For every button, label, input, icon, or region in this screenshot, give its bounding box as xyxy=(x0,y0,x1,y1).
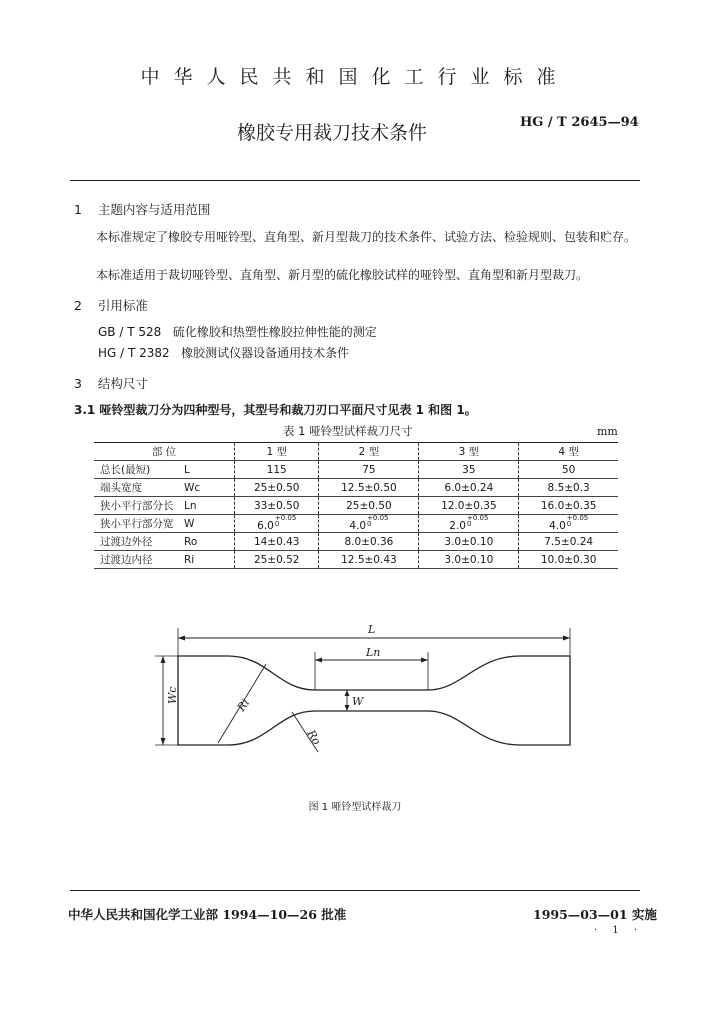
arrowhead xyxy=(345,705,350,711)
reference-code: HG / T 2382 xyxy=(98,346,170,360)
table-header-cell: 3 型 xyxy=(419,443,519,461)
table-caption: 表 1 哑铃型试样裁刀尺寸 xyxy=(283,424,413,438)
part-name: 狭小平行部分宽 xyxy=(94,515,180,533)
value-cell: 8.0±0.36 xyxy=(319,533,419,551)
table-header-cell: 部 位 xyxy=(94,443,235,461)
table-row xyxy=(94,515,618,533)
reference-name: 硫化橡胶和热塑性橡胶拉伸性能的测定 xyxy=(172,325,377,339)
arrowhead xyxy=(563,636,570,641)
reference-code: GB / T 528 xyxy=(98,325,162,339)
tolerance xyxy=(275,515,296,527)
reference-name: 橡胶测试仪器设备通用技术条件 xyxy=(181,346,350,360)
section-1-heading xyxy=(74,200,210,218)
value-cell xyxy=(519,515,618,533)
label-L: L xyxy=(368,623,376,636)
part-name: 总长(最短) xyxy=(94,461,180,479)
table-header-cell: 1 型 xyxy=(235,443,319,461)
part-name: 端头宽度 xyxy=(94,479,180,497)
cutter-outline xyxy=(178,656,570,745)
figure-caption: 图 1 哑铃型试样裁刀 xyxy=(308,802,402,813)
value-cell: 33±0.50 xyxy=(235,497,319,515)
part-symbol: Ro xyxy=(180,533,235,551)
section-2-heading xyxy=(74,296,148,314)
label-Ro: Ro xyxy=(304,727,324,748)
label-Ri: Ri xyxy=(234,696,253,714)
part-symbol: Wc xyxy=(180,479,235,497)
reference-item xyxy=(98,323,377,340)
part-symbol: Ln xyxy=(180,497,235,515)
dumbbell-cutter-figure xyxy=(150,615,580,755)
table-row xyxy=(94,461,618,479)
part-name: 过渡边外径 xyxy=(94,533,180,551)
part-symbol: W xyxy=(180,515,235,533)
tolerance xyxy=(367,515,388,527)
table-row xyxy=(94,497,618,515)
value-cell xyxy=(235,515,319,533)
approval-date: 中华人民共和国化学工业部 1994—10—26 批准 xyxy=(68,907,347,922)
arrowhead xyxy=(345,690,350,696)
table-row xyxy=(94,479,618,497)
value-cell: 3.0±0.10 xyxy=(419,533,519,551)
standard-code: HG / T 2645—94 xyxy=(520,115,639,130)
paragraph-scope: 本标准规定了橡胶专用哑铃型、直角型、新月型裁刀的技术条件、试验方法、检验规则、包装和贮存。 xyxy=(96,230,637,244)
section-number: 2 xyxy=(74,298,82,313)
footer-divider xyxy=(70,890,640,891)
tolerance-upper: +0.05 xyxy=(466,514,489,522)
value-cell: 25±0.50 xyxy=(235,479,319,497)
table-header-row xyxy=(94,443,618,461)
page-number: · 1 · xyxy=(594,925,644,936)
arrowhead xyxy=(161,656,166,663)
standard-header: 中华人民共和国化工行业标准 xyxy=(140,66,570,88)
value-cell: 12.5±0.50 xyxy=(319,479,419,497)
table-header-cell: 2 型 xyxy=(319,443,419,461)
dimension-table xyxy=(94,442,618,569)
arrowhead xyxy=(421,658,428,663)
value-cell: 14±0.43 xyxy=(235,533,319,551)
value-cell xyxy=(319,515,419,533)
part-name: 过渡边内径 xyxy=(94,551,180,569)
value-cell: 12.5±0.43 xyxy=(319,551,419,569)
table-row xyxy=(94,533,618,551)
section-title: 引用标准 xyxy=(97,298,148,313)
base-value: 2.0 xyxy=(449,520,466,532)
table-header-cell: 4 型 xyxy=(519,443,618,461)
value-cell: 12.0±0.35 xyxy=(419,497,519,515)
base-value: 4.0 xyxy=(549,520,566,532)
table-row xyxy=(94,551,618,569)
value-cell: 35 xyxy=(419,461,519,479)
label-W: W xyxy=(352,695,364,708)
paragraph-3-1: 3.1 哑铃型裁刀分为四种型号，其型号和裁刀刃口平面尺寸见表 1 和图 1。 xyxy=(74,403,477,417)
header-divider xyxy=(70,180,640,181)
value-cell: 7.5±0.24 xyxy=(519,533,618,551)
section-title: 主题内容与适用范围 xyxy=(97,202,211,217)
implementation-date: 1995—03—01 实施 xyxy=(533,907,657,922)
value-cell: 6.0±0.24 xyxy=(419,479,519,497)
tolerance xyxy=(567,515,588,527)
arrowhead xyxy=(161,738,166,745)
value-cell: 10.0±0.30 xyxy=(519,551,618,569)
table-unit: mm xyxy=(597,425,618,438)
label-Ln: Ln xyxy=(366,646,381,659)
document-title: 橡胶专用裁刀技术条件 xyxy=(237,122,428,144)
tolerance-lower: 0 xyxy=(466,520,472,528)
value-cell: 3.0±0.10 xyxy=(419,551,519,569)
base-value: 6.0 xyxy=(257,520,274,532)
value-cell: 25±0.52 xyxy=(235,551,319,569)
value-cell xyxy=(419,515,519,533)
section-title: 结构尺寸 xyxy=(97,376,148,391)
reference-item xyxy=(98,344,349,361)
arrowhead xyxy=(178,636,185,641)
part-name: 狭小平行部分长 xyxy=(94,497,180,515)
tolerance-upper: +0.05 xyxy=(274,514,297,522)
tolerance-lower: 0 xyxy=(274,520,280,528)
section-3-heading xyxy=(74,374,148,392)
value-cell: 8.5±0.3 xyxy=(519,479,618,497)
value-cell: 16.0±0.35 xyxy=(519,497,618,515)
label-Wc: Wc xyxy=(166,686,179,704)
value-cell: 75 xyxy=(319,461,419,479)
section-number: 3 xyxy=(74,376,82,391)
tolerance-lower: 0 xyxy=(566,520,572,528)
value-cell: 50 xyxy=(519,461,618,479)
tolerance-lower: 0 xyxy=(367,520,372,528)
part-symbol: L xyxy=(180,461,235,479)
value-cell: 25±0.50 xyxy=(319,497,419,515)
arrowhead xyxy=(315,658,322,663)
value-cell: 115 xyxy=(235,461,319,479)
section-number: 1 xyxy=(74,202,82,217)
paragraph-applicability: 本标准适用于裁切哑铃型、直角型、新月型的硫化橡胶试样的哑铃型、直角型和新月型裁刀。 xyxy=(96,268,589,282)
tolerance-upper: +0.05 xyxy=(566,514,589,522)
part-symbol: Ri xyxy=(180,551,235,569)
base-value: 4.0 xyxy=(349,520,367,532)
tolerance xyxy=(467,515,488,527)
tolerance-upper: +0.05 xyxy=(367,514,389,522)
